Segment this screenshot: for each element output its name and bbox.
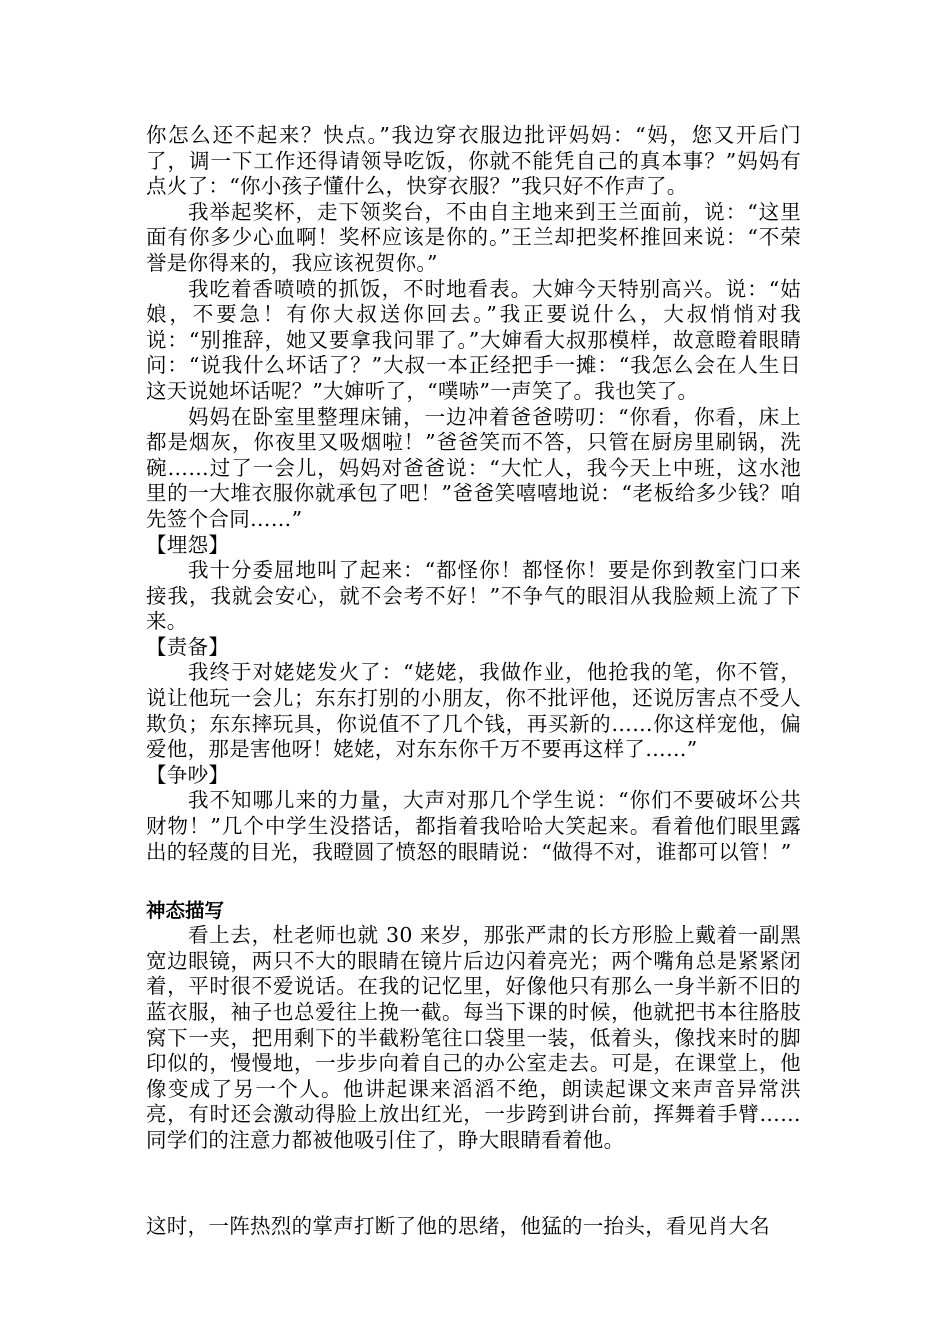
paragraph: 你怎么还不起来？快点。”我边穿衣服边批评妈妈：“妈，您又开后门了，调一下工作还得请领导吃饭，你就不能凭自己的真本事？”妈妈有点火了：“你小孩子懂什么，快穿衣服？”我只好不作声了。 <box>146 123 801 199</box>
paragraph: 我举起奖杯，走下领奖台，不由自主地来到王兰面前，说：“这里面有你多少心血啊！奖杯应该是你的。”王兰却把奖杯推回来说：“不荣誉是你得来的，我应该祝贺你。” <box>146 199 801 275</box>
paragraph: 看上去，杜老师也就 30 来岁，那张严肃的长方形脸上戴着一副黑宽边眼镜，两只不大的眼睛在镜片后边闪着亮光；两个嘴角总是紧紧闭着，平时很不爱说话。在我的记忆里，好像他只有那么一身半新不旧的蓝衣服，袖子也总爱往上挽一截。每当下课的时候，他就把书本往胳肢窝下一夹，把用剩下的半截粉笔往口袋里一装，低着头，像找来时的脚印似的，慢慢地，一步步向着自己的办公室走去。可是，在课堂上，他像变成了另一个人。他讲起课来滔滔不绝，朗读起课文来声音异常洪亮，有时还会激动得脸上放出红光，一步跨到讲台前，挥舞着手臂……同学们的注意力都被他吸引住了，睁大眼睛看着他。 <box>146 923 801 1152</box>
paragraph: 这时，一阵热烈的掌声打断了他的思绪，他猛的一抬头，看见肖大名 <box>146 1213 770 1238</box>
paragraph: 妈妈在卧室里整理床铺，一边冲着爸爸唠叨：“你看，你看，床上都是烟灰，你夜里又吸烟啦！”爸爸笑而不答，只管在厨房里刷锅，洗碗……过了一会儿，妈妈对爸爸说：“大忙人，我今天上中班，这水池里的一大堆衣服你就承包了吧！”爸爸笑嘻嘻地说：“老板给多少钱？咱先签个合同……” <box>146 404 801 531</box>
section-heading: 神态描写 <box>146 899 225 923</box>
category-tag-quarrel: 【争吵】 <box>146 762 230 787</box>
category-tag-blame: 【责备】 <box>146 634 230 659</box>
category-tag-complain: 【埋怨】 <box>146 532 230 557</box>
document-page <box>146 123 801 1239</box>
paragraph: 我吃着香喷喷的抓饭，不时地看表。大婶今天特别高兴。说：“姑娘，不要急！有你大叔送你回去。”我正要说什么，大叔悄悄对我说：“别推辞，她又要拿我问罪了。”大婶看大叔那模样，故意瞪着眼睛问：“说我什么坏话了？”大叔一本正经把手一摊：“我怎么会在人生日这天说她坏话呢？”大婶听了，“噗哧”一声笑了。我也笑了。 <box>146 276 801 403</box>
paragraph: 我十分委屈地叫了起来：“都怪你！都怪你！要是你到教室门口来接我，我就会安心，就不会考不好！”不争气的眼泪从我脸颊上流了下来。 <box>146 558 801 634</box>
paragraph: 我不知哪儿来的力量，大声对那几个学生说：“你们不要破坏公共财物！”几个中学生没搭话，都指着我哈哈大笑起来。看着他们眼里露出的轻蔑的目光，我瞪圆了愤怒的眼睛说：“做得不对，谁都可以管！” <box>146 788 801 864</box>
paragraph: 我终于对姥姥发火了：“姥姥，我做作业，他抢我的笔，你不管，说让他玩一会儿；东东打别的小朋友，你不批评他，还说厉害点不受人欺负；东东摔玩具，你说值不了几个钱，再买新的……你这样宠他，偏爱他，那是害他呀！姥姥，对东东你千万不要再这样了……” <box>146 660 801 762</box>
